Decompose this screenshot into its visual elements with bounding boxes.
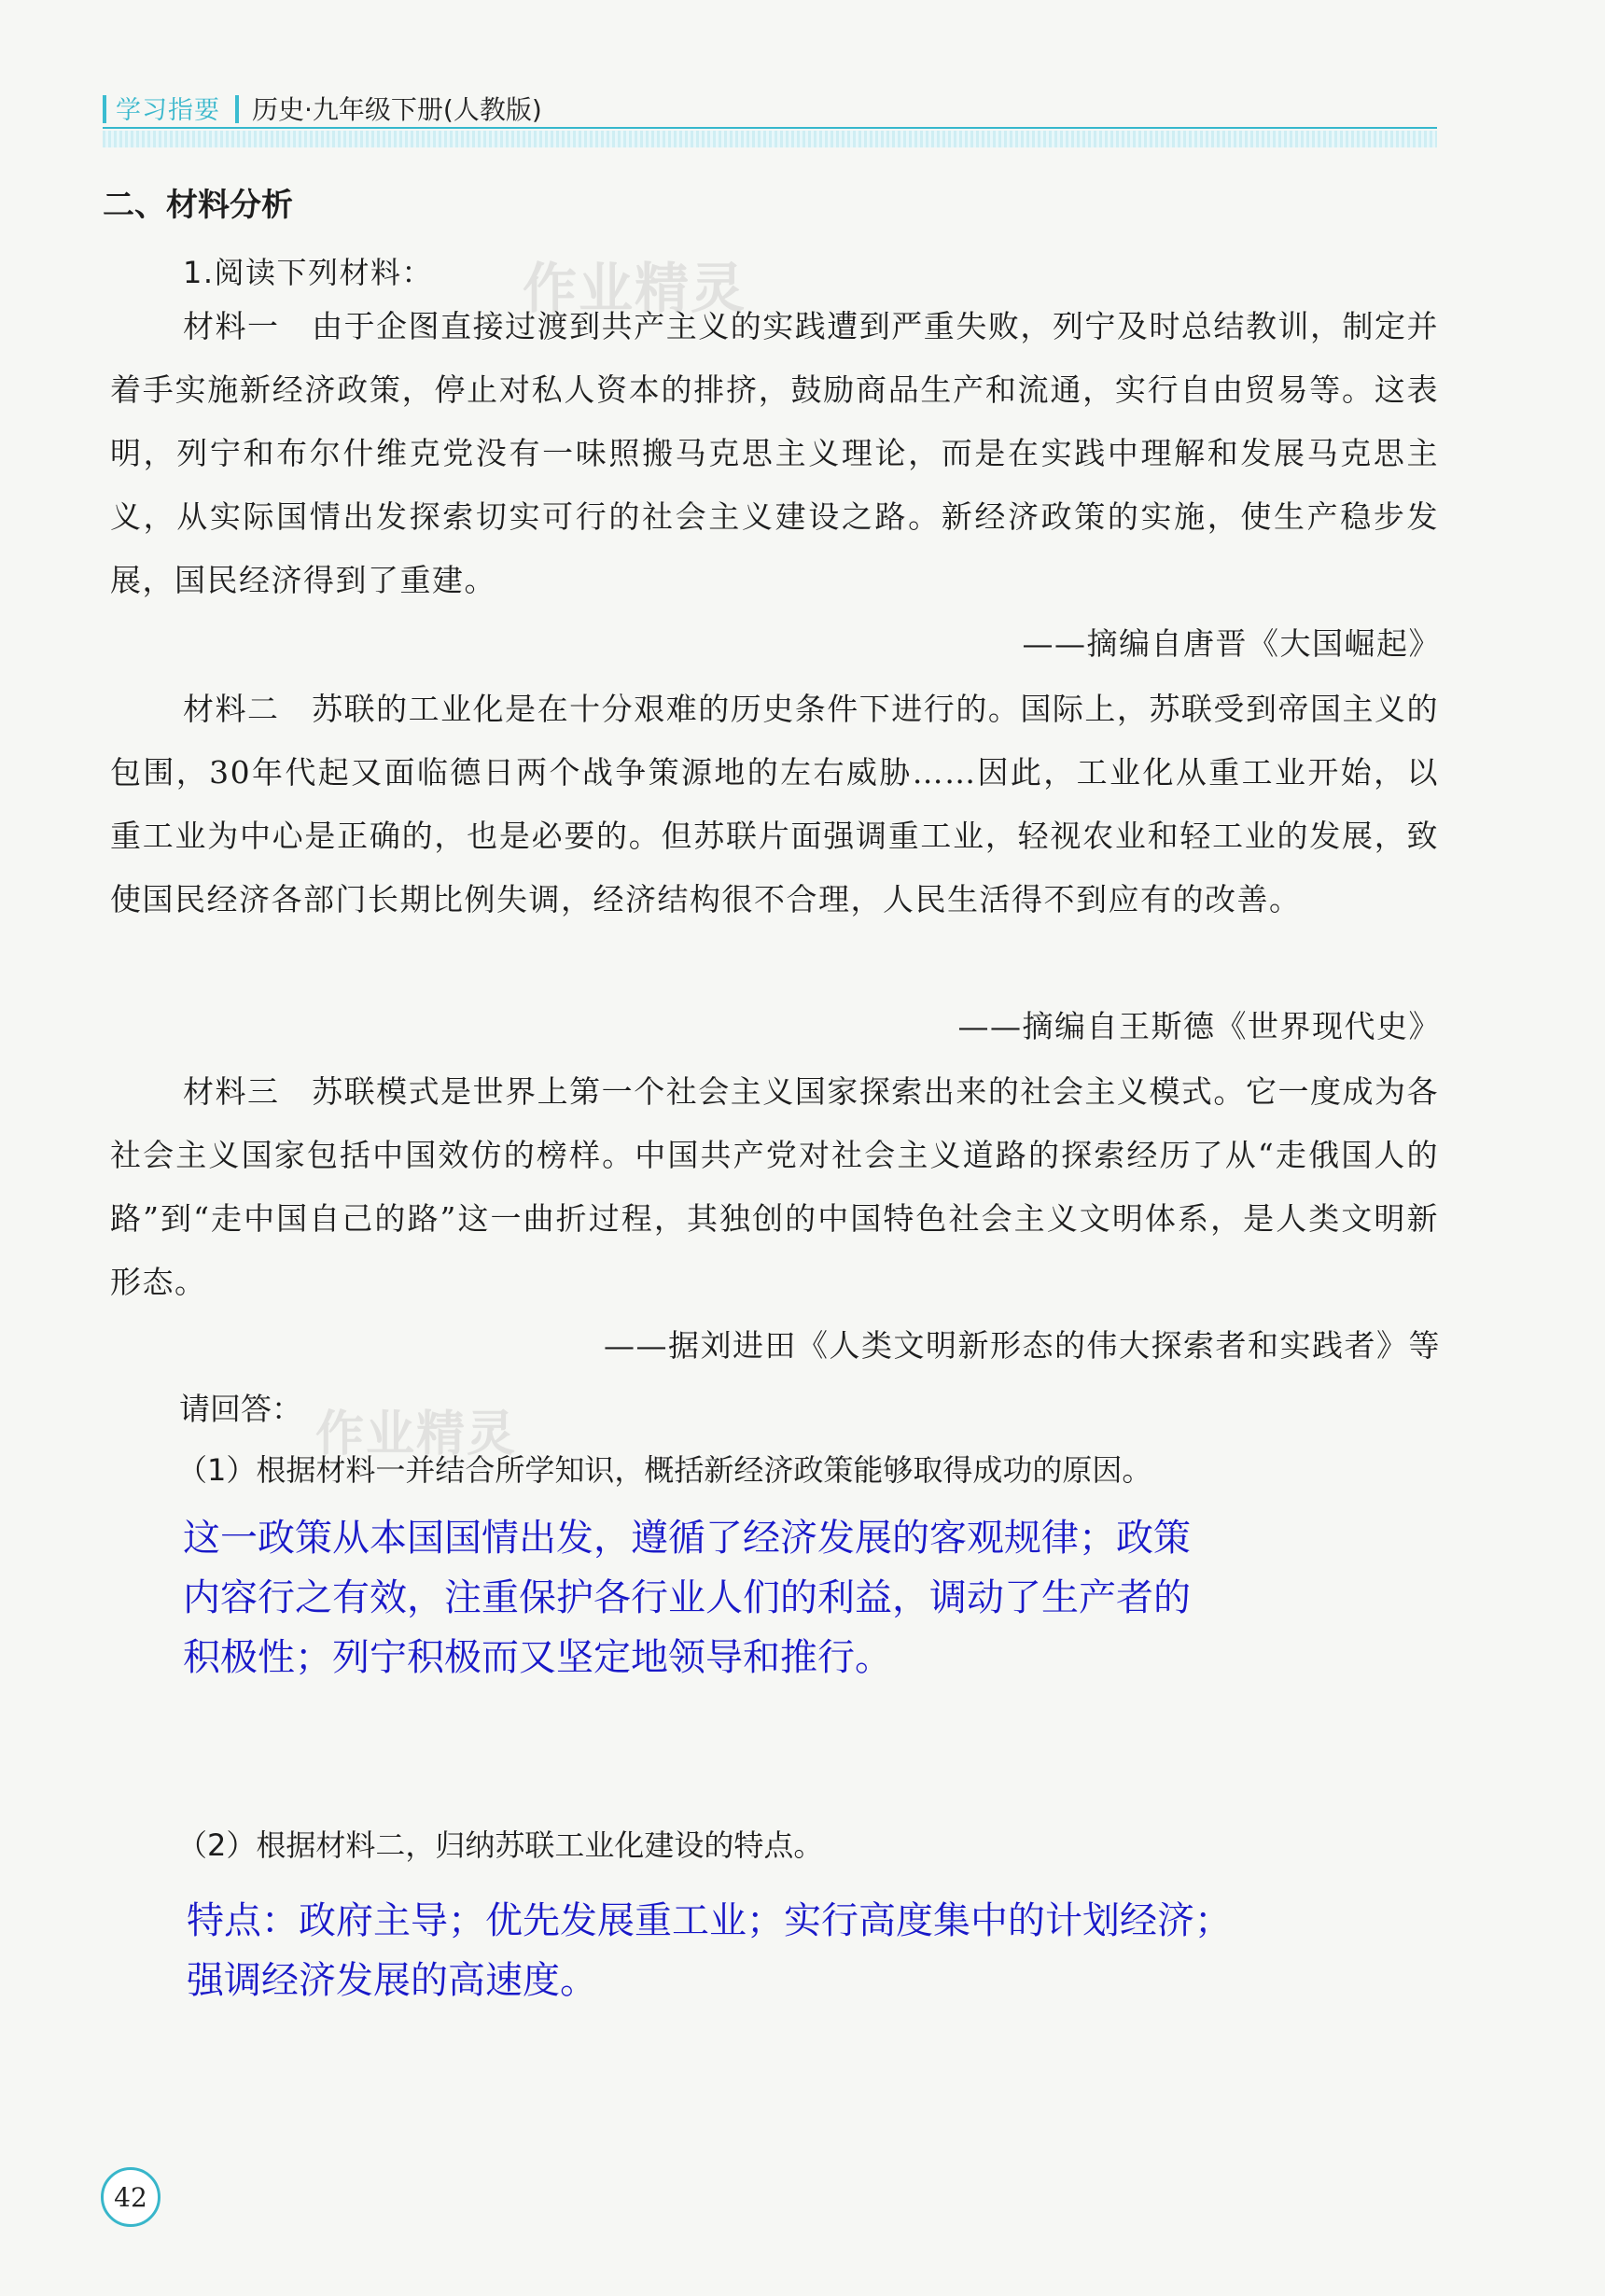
handwritten-answer xyxy=(183,1508,1191,1687)
answer-line: 内容行之有效，注重保护各行业人们的利益，调动了生产者的 xyxy=(183,1576,1191,1619)
material-source: ——摘编自唐晋《大国崛起》 xyxy=(1022,625,1441,662)
material-text: 苏联模式是世界上第一个社会主义国家探索出来的社会主义模式。它一度成为各社会主义国家包括中国效仿的榜样。中国共产党对社会主义道路的探索经历了从“走俄国人的路”到“走中国自己的路”这一曲折过程，其独创的中国特色社会主义文明体系，是人类文明新形态。 xyxy=(110,1073,1440,1300)
question-intro: 1.阅读下列材料： xyxy=(183,255,434,290)
header-tag: 学习指要 xyxy=(116,96,220,125)
material-text: 由于企图直接过渡到共产主义的实践遭到严重失败，列宁及时总结教训，制定并着手实施新经济政策，停止对私人资本的排挤，鼓励商品生产和流通，实行自由贸易等。这表明，列宁和布尔什维克党没有一味照搬马克思主义理论，而是在实践中理解和发展马克思主义，从实际国情出发探索切实可行的社会主义建设之路。新经济政策的实施，使生产稳步发展，国民经济得到了重建。 xyxy=(110,308,1440,598)
material-source: ——据刘进田《人类文明新形态的伟大探索者和实践者》等 xyxy=(604,1327,1441,1364)
material-label: 材料一 xyxy=(183,308,280,344)
section-title: 二、材料分析 xyxy=(103,187,293,224)
material-label: 材料三 xyxy=(183,1073,280,1110)
watermark: 作业精灵 xyxy=(315,1407,518,1463)
header-rule xyxy=(103,127,1437,129)
material-paragraph xyxy=(110,295,1439,612)
header-divider xyxy=(103,95,106,123)
please-answer: 请回答： xyxy=(179,1391,302,1427)
header-title: 历史·九年级下册(人教版) xyxy=(252,94,542,125)
question-prompt: （1）根据材料一并结合所学知识，概括新经济政策能够取得成功的原因。 xyxy=(177,1452,1152,1488)
material-paragraph xyxy=(110,678,1439,931)
page-header xyxy=(103,86,1437,133)
watermark: 作业精灵 xyxy=(523,257,747,320)
header-band xyxy=(103,131,1437,147)
question-prompt: （2）根据材料二，归纳苏联工业化建设的特点。 xyxy=(177,1827,824,1863)
header-divider xyxy=(235,95,239,123)
answer-line: 这一政策从本国国情出发，遵循了经济发展的客观规律；政策 xyxy=(183,1517,1191,1560)
material-text: 苏联的工业化是在十分艰难的历史条件下进行的。国际上，苏联受到帝国主义的包围，30年代起又面临德日两个战争策源地的左右威胁……因此，工业化从重工业开始，以重工业为中心是正确的，也是必要的。但苏联片面强调重工业，轻视农业和轻工业的发展，致使国民经济各部门长期比例失调，经济结构很不合理，人民生活得不到应有的改善。 xyxy=(110,691,1440,917)
answer-line: 特点：政府主导；优先发展重工业；实行高度集中的计划经济； xyxy=(187,1899,1232,1942)
material-source: ——摘编自王斯德《世界现代史》 xyxy=(957,1008,1441,1044)
material-label: 材料二 xyxy=(183,691,280,727)
handwritten-answer xyxy=(187,1891,1232,2010)
page-number: 42 xyxy=(101,2167,160,2227)
material-paragraph xyxy=(110,1060,1439,1314)
answer-line: 强调经济发展的高速度。 xyxy=(187,1959,597,2002)
answer-line: 积极性；列宁积极而又坚定地领导和推行。 xyxy=(183,1636,892,1679)
